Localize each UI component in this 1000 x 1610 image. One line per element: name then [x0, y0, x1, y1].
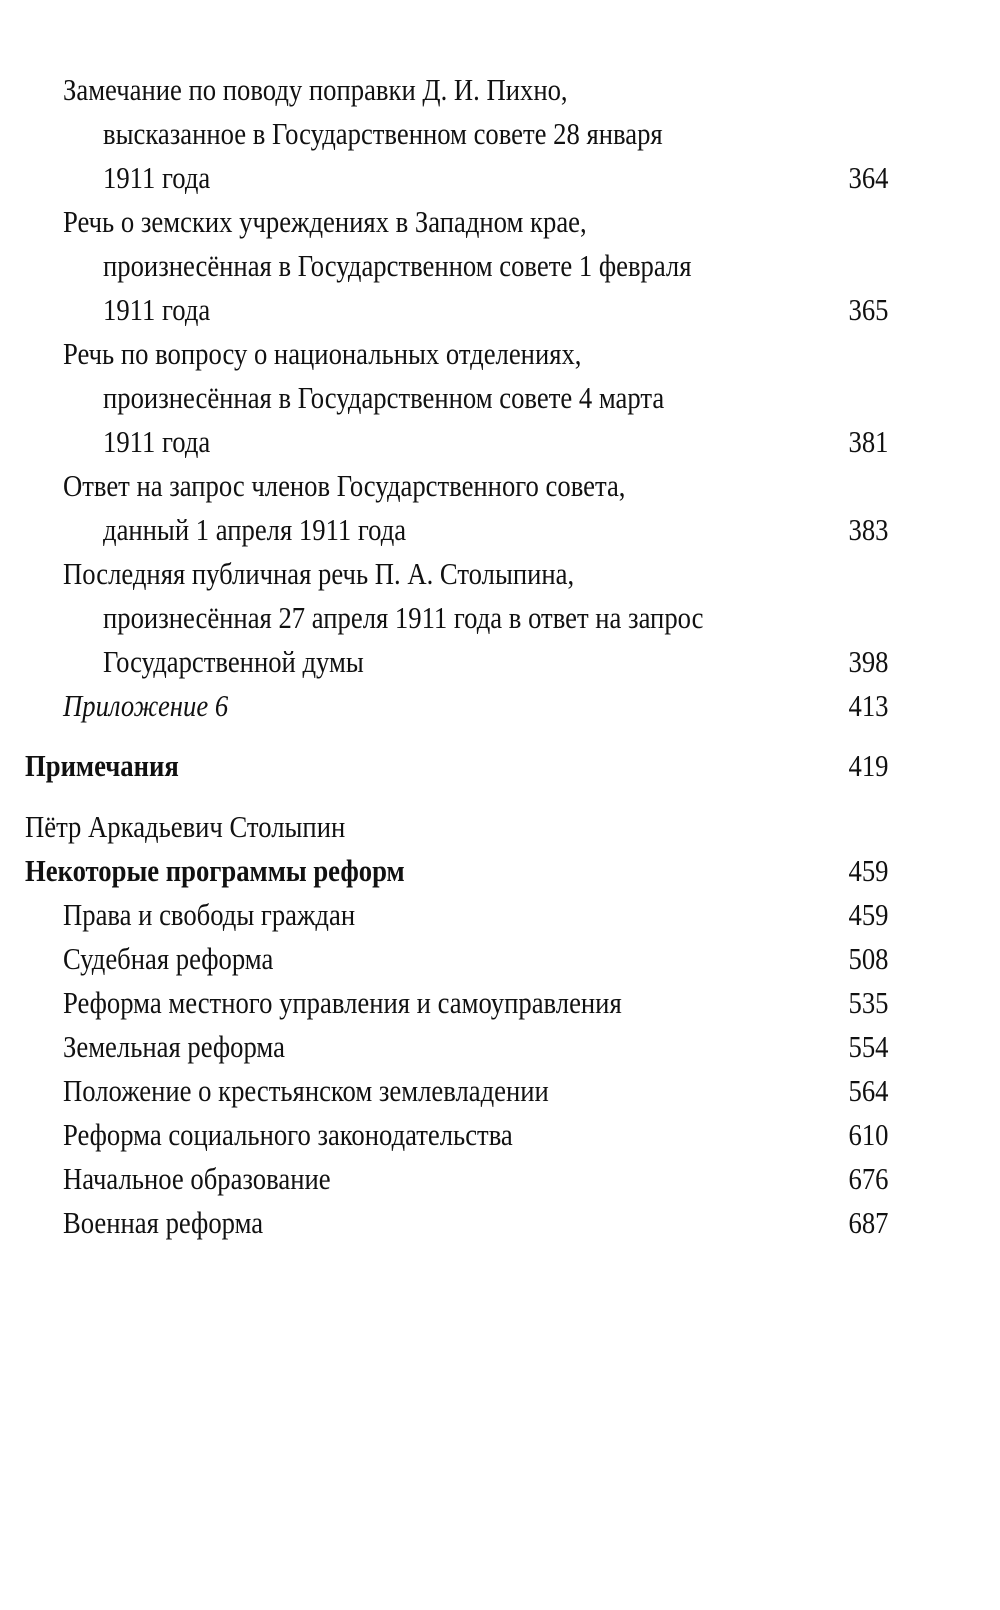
toc-entry-zemstvo-line1: Речь о земских учреждениях в Западном крае,	[63, 204, 587, 239]
toc-reform-item-page: 459	[848, 897, 888, 932]
toc-entry-last-speech-line2: произнесённая 27 апреля 1911 года в ответ на запрос	[103, 600, 704, 635]
toc-entry-national-line3: 1911 года	[103, 424, 211, 459]
toc-reforms-section: Некоторые программы реформ	[25, 853, 405, 888]
toc-entry-national-line1: Речь по вопросу о национальных отделениях,	[63, 336, 582, 371]
toc-reform-item-page: 564	[848, 1073, 888, 1108]
toc-reform-item-page: 610	[848, 1117, 888, 1152]
toc-reform-item-page: 687	[848, 1205, 888, 1240]
toc-reform-item-page: 508	[848, 941, 888, 976]
toc-entry-pikhno-line2: высказанное в Государственном совете 28 января	[103, 116, 663, 151]
toc-entry-last-speech-line1: Последняя публичная речь П. А. Столыпина,	[63, 556, 575, 591]
toc-reform-item: Земельная реформа	[63, 1029, 285, 1064]
toc-reforms-section-page: 459	[848, 853, 888, 888]
toc-appendix-6-page: 413	[848, 688, 888, 723]
toc-entry-answer-line2: данный 1 апреля 1911 года	[103, 512, 407, 547]
toc-entry-answer-page: 383	[848, 512, 888, 547]
toc-entry-national-line2: произнесённая в Государственном совете 4 марта	[103, 380, 665, 415]
toc-reform-item: Права и свободы граждан	[63, 897, 356, 932]
toc-author: Пётр Аркадьевич Столыпин	[25, 809, 346, 844]
toc-appendix-6: Приложение 6	[63, 688, 229, 723]
toc-reform-item-page: 535	[848, 985, 888, 1020]
toc-reform-item-page: 554	[848, 1029, 888, 1064]
toc-reform-item: Реформа местного управления и самоуправления	[63, 985, 622, 1020]
toc-reform-item-page: 676	[848, 1161, 888, 1196]
toc-entry-zemstvo-page: 365	[848, 292, 888, 327]
toc-notes-page: 419	[848, 748, 888, 783]
toc-entry-pikhno-line3: 1911 года	[103, 160, 211, 195]
toc-entry-pikhno-page: 364	[848, 160, 888, 195]
toc-reform-item: Судебная реформа	[63, 941, 274, 976]
toc-reform-item: Положение о крестьянском землевладении	[63, 1073, 549, 1108]
toc-entry-national-page: 381	[848, 424, 888, 459]
toc-reform-item: Начальное образование	[63, 1161, 331, 1196]
toc-notes: Примечания	[25, 748, 179, 783]
toc-entry-zemstvo-line3: 1911 года	[103, 292, 211, 327]
toc-entry-answer-line1: Ответ на запрос членов Государственного совета,	[63, 468, 626, 503]
toc-reform-item: Военная реформа	[63, 1205, 264, 1240]
toc-entry-last-speech-page: 398	[848, 644, 888, 679]
toc-entry-last-speech-line3: Государственной думы	[103, 644, 364, 679]
toc-entry-zemstvo-line2: произнесённая в Государственном совете 1 февраля	[103, 248, 692, 283]
toc-reform-item: Реформа социального законодательства	[63, 1117, 513, 1152]
toc-entry-pikhno-line1: Замечание по поводу поправки Д. И. Пихно,	[63, 72, 568, 107]
